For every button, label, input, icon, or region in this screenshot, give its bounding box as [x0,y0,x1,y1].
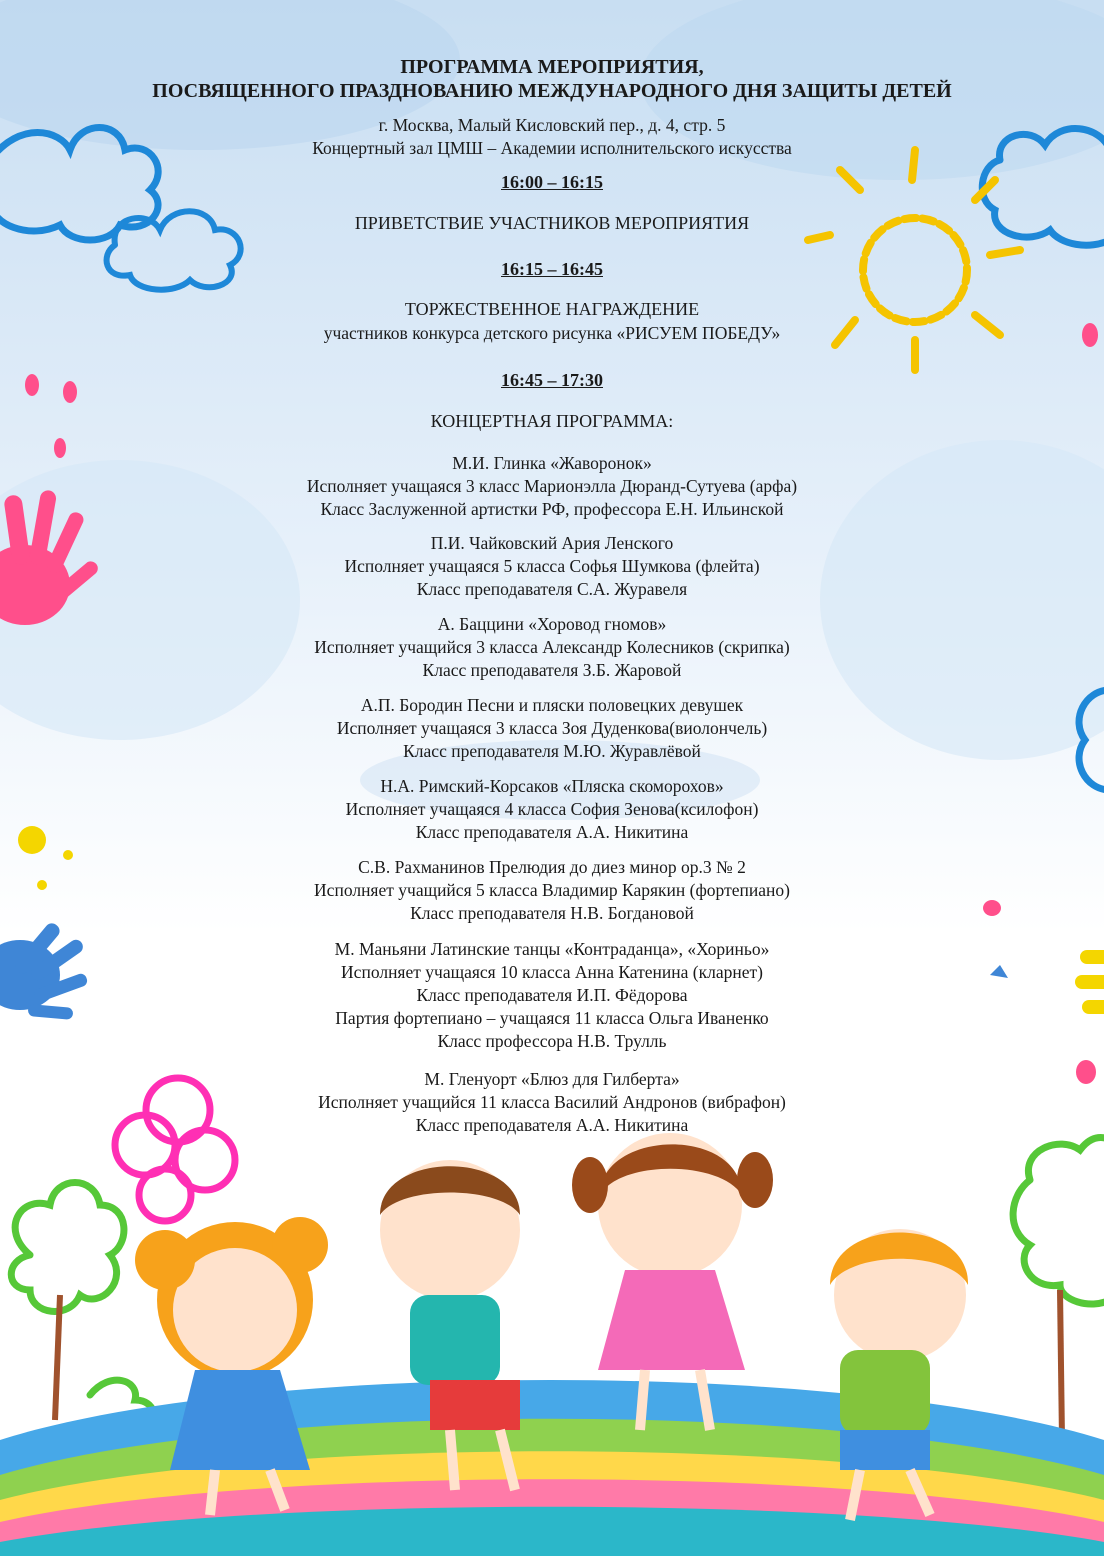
teacher: Класс преподавателя А.А. Никитина [415,1115,689,1135]
performer: Исполняет учащаяся 3 класса Зоя Дуденкова(виолончель) [336,718,768,738]
accompanist: Партия фортепиано – учащаяся 11 класса Ольга Иваненко [335,1008,769,1028]
teacher: Класс преподавателя М.Ю. Журавлёвой [403,741,701,761]
slot-2-subheading: участников конкурса детского рисунка «РИСУЕМ ПОБЕДУ» [323,323,781,343]
performance-6 [0,856,1104,925]
time-slot-3: 16:45 – 17:30 [501,370,603,390]
performance-1 [0,452,1104,521]
performance-8 [0,1068,1104,1137]
performance-4 [0,694,1104,763]
performer: Исполняет учащийся 5 класса Владимир Карякин (фортепиано) [314,880,790,900]
piece: А.П. Бородин Песни и пляски половецких девушек [360,695,744,715]
performance-3 [0,613,1104,682]
time-slot-2: 16:15 – 16:45 [501,259,603,279]
teacher: Класс преподавателя И.П. Фёдорова [416,985,688,1005]
piece: Н.А. Римский-Корсаков «Пляска скоморохов» [380,776,724,796]
piece: М. Гленуорт «Блюз для Гилберта» [424,1069,680,1089]
title-line-2: ПОСВЯЩЕННОГО ПРАЗДНОВАНИЮ МЕЖДУНАРОДНОГО ДНЯ ЗАЩИТЫ ДЕТЕЙ [152,80,952,102]
piece: П.И. Чайковский Ария Ленского [430,533,674,553]
performer: Исполняет учащаяся 5 класса Софья Шумкова (флейта) [344,556,760,576]
teacher: Класс преподавателя З.Б. Жаровой [422,660,682,680]
piece: С.В. Рахманинов Прелюдия до диез минор ор.3 № 2 [358,857,746,877]
tree-trunk [1060,1290,1062,1440]
performer: Исполняет учащийся 11 класса Василий Андронов (вибрафон) [318,1092,786,1112]
performance-7 [0,938,1104,1053]
teacher: Класс преподавателя А.А. Никитина [415,822,689,842]
slot-2-heading: ТОРЖЕСТВЕННОЕ НАГРАЖДЕНИЕ [404,299,700,319]
teacher: Класс Заслуженной артистки РФ, профессора Е.Н. Ильинской [320,499,784,519]
rainbow-hill [0,1380,1104,1556]
performer: Исполняет учащийся 3 класса Александр Колесников (скрипка) [314,637,790,657]
piece: А. Баццини «Хоровод гномов» [437,614,667,634]
performer: Исполняет учащаяся 4 класса София Зенова(ксилофон) [345,799,759,819]
teacher: Класс преподавателя Н.В. Богдановой [410,903,694,923]
venue-address: г. Москва, Малый Кисловский пер., д. 4, стр. 5 [378,115,726,135]
time-slot-1: 16:00 – 16:15 [501,172,603,192]
accompanist-teacher: Класс профессора Н.В. Трулль [437,1031,667,1051]
performer: Исполняет учащаяся 3 класс Марионэлла Дюранд-Сутуева (арфа) [306,476,798,496]
slot-3-heading: КОНЦЕРТНАЯ ПРОГРАММА: [430,411,674,431]
title-line-1: ПРОГРАММА МЕРОПРИЯТИЯ, [400,56,704,78]
piece: М. Маньяни Латинские танцы «Контраданца», «Хориньо» [334,939,770,959]
performer: Исполняет учащаяся 10 класса Анна Катенина (кларнет) [341,962,763,982]
venue-hall: Концертный зал ЦМШ – Академии исполнительского искусства [312,138,792,158]
performance-5 [0,775,1104,844]
teacher: Класс преподавателя С.А. Журавеля [416,579,688,599]
slot-1-heading: ПРИВЕТСТВИЕ УЧАСТНИКОВ МЕРОПРИЯТИЯ [354,213,750,233]
performance-2 [0,532,1104,601]
piece: М.И. Глинка «Жаворонок» [452,453,652,473]
